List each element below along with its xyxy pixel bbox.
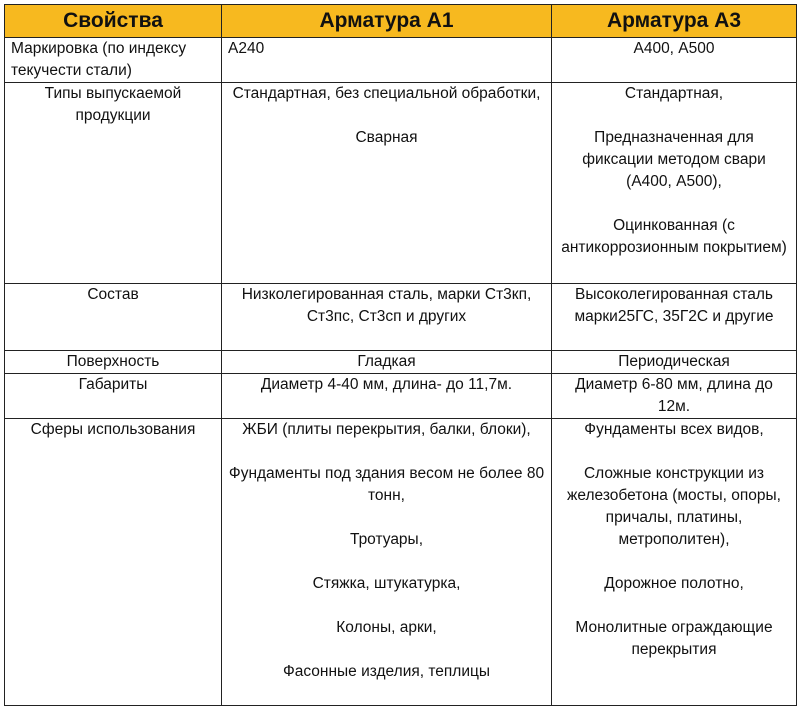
cell-surface-a1: Гладкая: [222, 351, 552, 374]
scope-a3-item: Фундаменты всех видов,: [584, 421, 764, 438]
cell-types-label: Типы выпускаемой продукции: [5, 83, 222, 284]
cell-types-a1: [222, 83, 552, 284]
cell-dimensions-label: Габариты: [5, 374, 222, 419]
table-row-scope: [5, 419, 797, 706]
header-row: [5, 5, 797, 38]
table-row-marking: [5, 38, 797, 83]
cell-scope-a3: [552, 419, 797, 706]
cell-surface-a3: Периодическая: [552, 351, 797, 374]
table-row-types: [5, 83, 797, 284]
types-a3-item: Стандартная,: [624, 85, 724, 102]
table-row-surface: [5, 351, 797, 374]
cell-composition-a3: Высоколегированная сталь марки25ГС, 35Г2С и другие: [552, 284, 797, 351]
types-a3-item: Предназначенная для фиксации методом свари (А400, А500),: [582, 129, 766, 190]
table-row-dimensions: [5, 374, 797, 419]
header-a3: Арматура А3: [552, 5, 797, 38]
scope-a1-item: Фундаменты под здания весом не более 80 тонн,: [228, 465, 545, 504]
types-a1-item: Сварная: [355, 129, 418, 146]
cell-composition-label: Состав: [5, 284, 222, 351]
cell-surface-label: Поверхность: [5, 351, 222, 374]
types-a3-item: Оцинкованная (с антикоррозионным покрытием): [561, 217, 787, 256]
cell-scope-a1: [222, 419, 552, 706]
header-properties: Свойства: [5, 5, 222, 38]
cell-marking-a1: А240: [222, 38, 552, 83]
scope-a3-item: Дорожное полотно,: [604, 575, 744, 592]
cell-dimensions-a1: Диаметр 4-40 мм, длина- до 11,7м.: [222, 374, 552, 419]
cell-marking-label: Маркировка (по индексу текучести стали): [5, 38, 222, 83]
header-a1: Арматура А1: [222, 5, 552, 38]
comparison-table: [4, 4, 797, 706]
scope-a1-item: Фасонные изделия, теплицы: [282, 663, 491, 680]
scope-a1-item: Тротуары,: [349, 531, 424, 548]
scope-a1-item: ЖБИ (плиты перекрытия, балки, блоки),: [242, 421, 531, 438]
cell-scope-label: Сферы использования: [5, 419, 222, 706]
cell-types-a3: [552, 83, 797, 284]
scope-a3-item: Монолитные ограждающие перекрытия: [575, 619, 773, 658]
cell-marking-a3: А400, А500: [552, 38, 797, 83]
cell-composition-a1: Низколегированная сталь, марки Ст3кп, Ст3пс, Ст3сп и других: [222, 284, 552, 351]
types-a1-item: Стандартная, без специальной обработки,: [232, 85, 541, 102]
scope-a1-item: Стяжка, штукатурка,: [312, 575, 461, 592]
scope-a3-item: Сложные конструкции из железобетона (мосты, опоры, причалы, платины, метрополитен),: [567, 465, 781, 548]
cell-dimensions-a3: Диаметр 6-80 мм, длина до 12м.: [552, 374, 797, 419]
table-row-composition: [5, 284, 797, 351]
scope-a1-item: Колоны, арки,: [336, 619, 437, 636]
